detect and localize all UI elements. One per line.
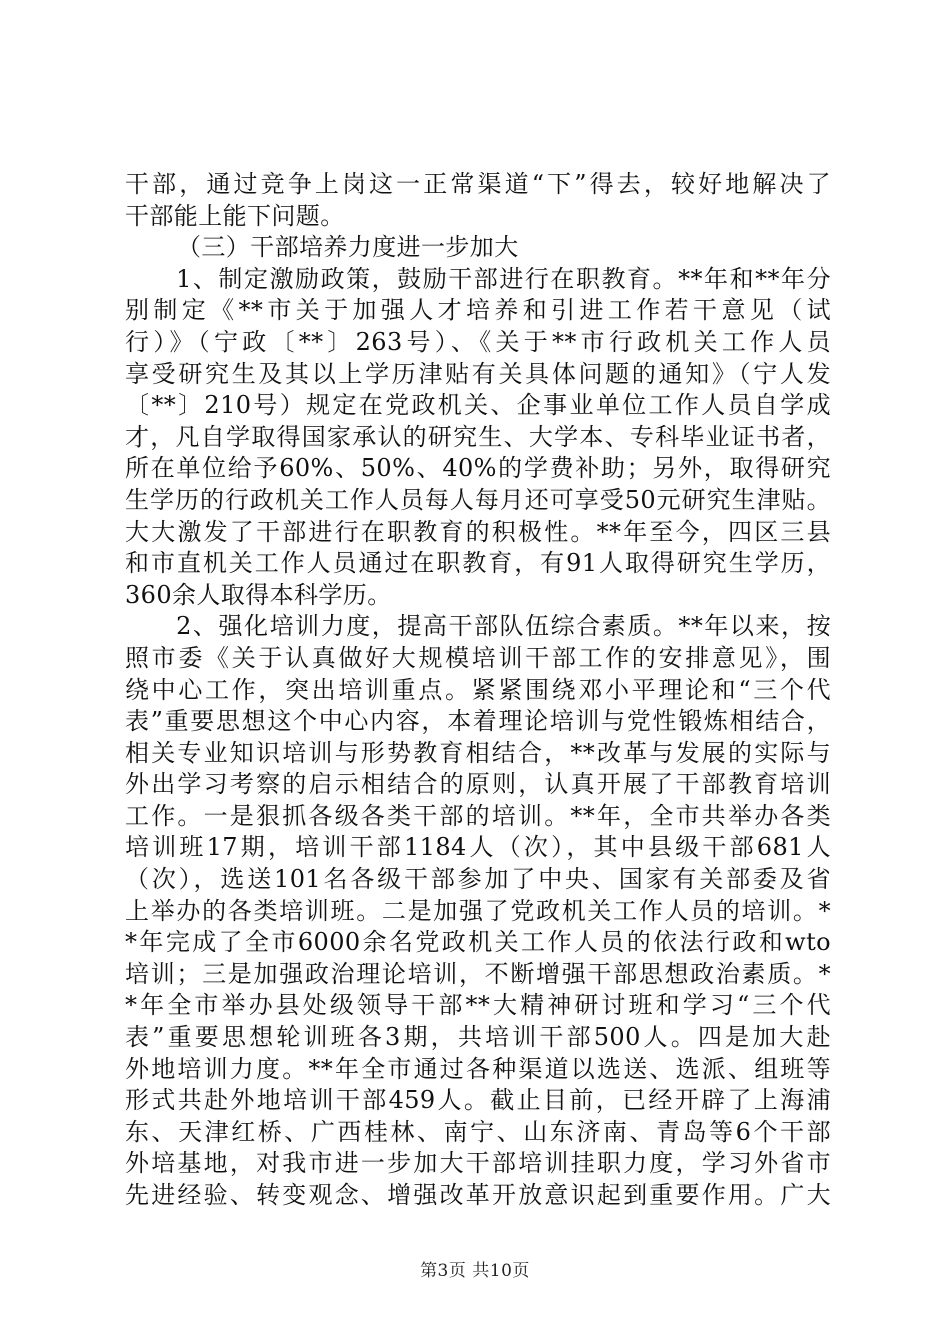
paragraph-line: *年完成了全市6000余名党政机关工作人员的依法行政和wto (125, 928, 831, 957)
paragraph-line: 先进经验、转变观念、增强改革开放意识起到重要作用。广大 (125, 1181, 831, 1209)
paragraph-line: 干部能上能下问题。 (125, 201, 345, 230)
paragraph-line: 〔**〕210号）规定在党政机关、企事业单位工作人员自学成 (125, 391, 831, 420)
paragraph-line: 外培基地，对我市进一步加大干部培训挂职力度，学习外省市 (125, 1149, 831, 1178)
paragraph-line: 上举办的各类培训班。二是加强了党政机关工作人员的培训。* (125, 896, 831, 925)
paragraph-line: 培训班17期，培训干部1184人（次），其中县级干部681人 (125, 833, 831, 862)
paragraph-line: 相关专业知识培训与形势教育相结合，**改革与发展的实际与 (125, 738, 831, 767)
document-body (125, 169, 831, 1212)
paragraph-line: 1、制定激励政策，鼓励干部进行在职教育。**年和**年分 (125, 264, 831, 293)
paragraph-line: 生学历的行政机关工作人员每人每月还可享受50元研究生津贴。 (125, 485, 831, 514)
paragraph-line: 外出学习考察的启示相结合的原则，认真开展了干部教育培训 (125, 770, 831, 799)
paragraph-line: 才，凡自学取得国家承认的研究生、大学本、专科毕业证书者， (125, 422, 831, 451)
paragraph-line: 行）》（宁政〔**〕263号）、《关于**市行政机关工作人员 (125, 327, 831, 356)
page-number-footer: 第3页 共10页 (420, 1261, 530, 1281)
paragraph-line: 360余人取得本科学历。 (125, 580, 392, 609)
paragraph-line: 工作。一是狠抓各级各类干部的培训。**年，全市共举办各类 (125, 801, 831, 830)
section-heading: （三）干部培养力度进一步加大 (177, 233, 519, 262)
paragraph-line: 照市委《关于认真做好大规模培训干部工作的安排意见》，围 (125, 643, 831, 672)
paragraph-line: 表”重要思想这个中心内容，本着理论培训与党性锻炼相结合， (125, 707, 831, 736)
paragraph-line: 干部，通过竞争上岗这一正常渠道“下”得去，较好地解决了 (125, 170, 831, 198)
paragraph-line: 享受研究生及其以上学历津贴有关具体问题的通知》（宁人发 (125, 359, 831, 388)
paragraph-line: 外地培训力度。**年全市通过各种渠道以选送、选派、组班等 (125, 1054, 831, 1083)
paragraph-line: 绕中心工作，突出培训重点。紧紧围绕邓小平理论和“三个代 (125, 675, 831, 704)
paragraph-line: 东、天津红桥、广西桂林、南宁、山东济南、青岛等6个干部 (125, 1117, 831, 1146)
paragraph-line: （次），选送101名各级干部参加了中央、国家有关部委及省 (125, 865, 831, 894)
paragraph-line: *年全市举办县处级领导干部**大精神研讨班和学习“三个代 (125, 991, 831, 1020)
paragraph-line: 所在单位给予60%、50%、40%的学费补助；另外，取得研究 (125, 454, 831, 483)
paragraph-line: 和市直机关工作人员通过在职教育，有91人取得研究生学历， (125, 549, 831, 578)
paragraph-line: 培训；三是加强政治理论培训，不断增强干部思想政治素质。* (125, 959, 831, 988)
paragraph-line: 大大激发了干部进行在职教育的积极性。**年至今，四区三县 (125, 517, 831, 546)
paragraph-line: 形式共赴外地培训干部459人。截止目前，已经开辟了上海浦 (125, 1086, 831, 1115)
paragraph-line: 别制定《**市关于加强人才培养和引进工作若干意见（试 (125, 296, 831, 325)
paragraph-line: 表”重要思想轮训班各3期，共培训干部500人。四是加大赴 (125, 1023, 831, 1052)
paragraph-line: 2、强化培训力度，提高干部队伍综合素质。**年以来，按 (125, 612, 831, 641)
